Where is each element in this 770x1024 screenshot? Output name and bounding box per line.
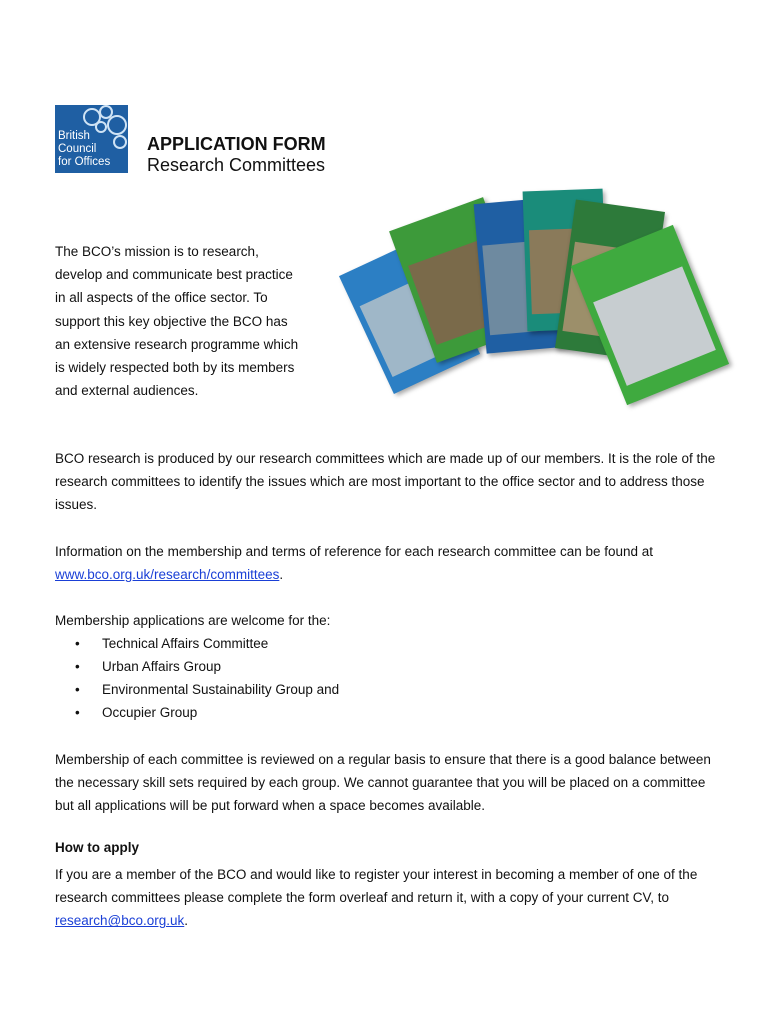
logo-wordmark: British Council for Offices [58, 130, 111, 168]
how-to-apply-heading: How to apply [55, 840, 139, 855]
mission-paragraph: The BCO’s mission is to research, develop and communicate best practice in all aspects of the office sector. To support this key objective the BCO has an extensive research programme which is widely respected both by its members and external audiences. [55, 244, 299, 399]
page-subtitle: Research Committees [147, 155, 326, 175]
how-to-apply-paragraph: If you are a member of the BCO and would like to register your interest in becoming a member of one of the research committees please complete the form overleaf and return it, with a copy of your current CV, to research@bco.org.uk. [55, 867, 698, 929]
list-item: • Occupier Group [55, 701, 339, 724]
email-link[interactable]: research@bco.org.uk [55, 913, 185, 929]
research-paragraph: BCO research is produced by our research committees which are made up of our members. It is the role of the research committees to identify the issues which are most important to the office sector and to address those issues. [55, 451, 716, 513]
review-paragraph: Membership of each committee is reviewed on a regular basis to ensure that there is a good balance between the necessary skill sets required by each group. We cannot guarantee that you will be placed on a committee but all applications will be put forward when a space becomes available. [55, 752, 711, 814]
list-item: • Urban Affairs Group [55, 655, 339, 678]
brochures-illustration [340, 180, 730, 410]
committee-list [55, 632, 339, 724]
info-paragraph: Information on the membership and terms of reference for each research committee can be found at www.bco.org.uk/research/committees. [55, 544, 654, 583]
list-item: • Environmental Sustainability Group and [55, 678, 339, 701]
bco-logo [55, 105, 128, 173]
list-item: • Technical Affairs Committee [55, 632, 339, 655]
committees-link[interactable]: www.bco.org.uk/research/committees [55, 567, 280, 583]
page-title: APPLICATION FORM [147, 134, 326, 154]
welcome-text: Membership applications are welcome for the: [55, 613, 331, 628]
